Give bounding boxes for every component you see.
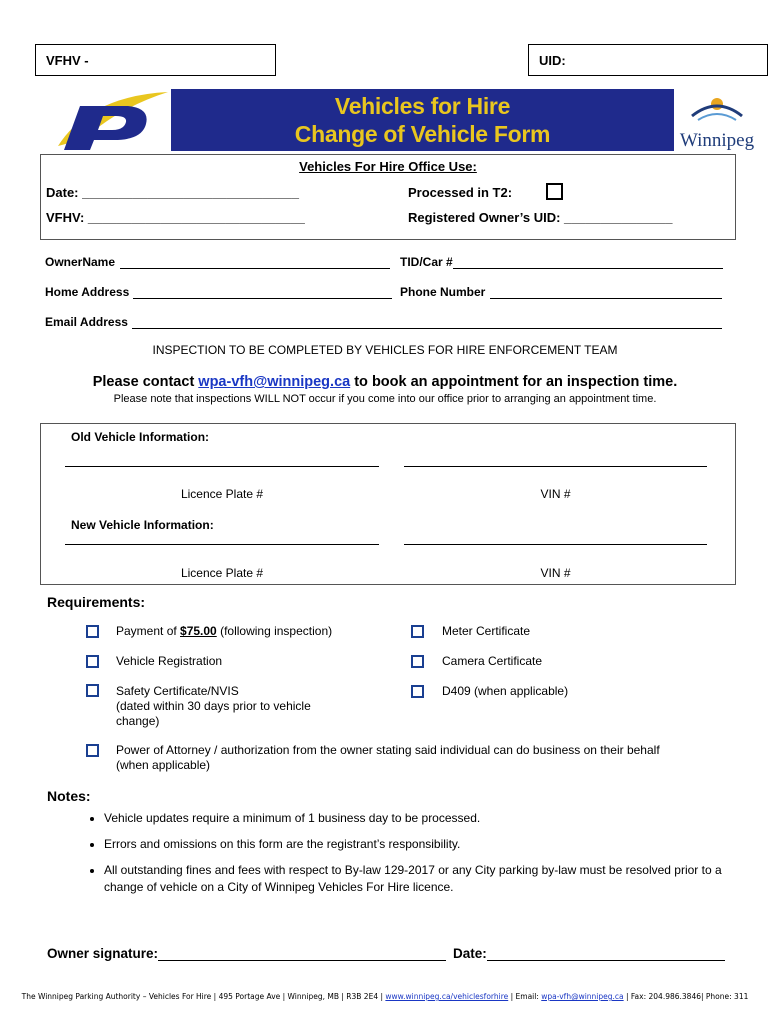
signature-date-line[interactable] — [487, 949, 725, 961]
old-plate-line[interactable] — [65, 466, 379, 467]
old-vehicle-title: Old Vehicle Information: — [71, 430, 210, 444]
form-banner — [40, 86, 762, 154]
owner-name-field[interactable] — [45, 255, 390, 269]
payment-suffix: (following inspection) — [216, 624, 333, 638]
poa-line1: Power of Attorney / authorization from the owner stating said individual can do business on their behalf — [116, 743, 660, 757]
parking-authority-logo — [50, 86, 170, 154]
owner-signature-field[interactable] — [47, 946, 446, 961]
new-vehicle-title: New Vehicle Information: — [71, 518, 214, 532]
camera-requirement: Camera Certificate — [442, 654, 543, 668]
poa-requirement — [116, 743, 736, 773]
form-title — [171, 89, 674, 151]
old-vin-caption: VIN # — [540, 487, 571, 501]
office-date-field[interactable]: Date: ______________________________ — [46, 185, 300, 200]
owner-name-label: OwnerName — [45, 255, 116, 269]
safety-line3: change) — [116, 714, 160, 728]
uid-field[interactable] — [528, 44, 768, 76]
home-address-label: Home Address — [45, 285, 130, 299]
new-vin-caption: VIN # — [540, 566, 571, 580]
registration-requirement: Vehicle Registration — [116, 654, 223, 668]
d409-requirement: D409 (when applicable) — [442, 684, 569, 698]
payment-checkbox[interactable] — [86, 625, 99, 638]
footer-email-link[interactable]: wpa-vfh@winnipeg.ca — [541, 992, 624, 1001]
new-plate-line[interactable] — [65, 544, 379, 545]
contact-email-link[interactable]: wpa-vfh@winnipeg.ca — [198, 374, 351, 390]
signature-date-label: Date: — [453, 946, 487, 961]
footer-contact: | Fax: 204.986.3846| Phone: 311 — [623, 992, 749, 1001]
processed-t2-checkbox[interactable] — [546, 183, 563, 200]
payment-prefix: Payment of — [116, 624, 181, 638]
contact-suffix: to book an appointment for an inspection time. — [350, 374, 678, 390]
poa-checkbox[interactable] — [86, 744, 99, 757]
phone-number-field[interactable] — [400, 285, 722, 299]
owner-signature-line[interactable] — [158, 949, 446, 961]
owner-signature-label: Owner signature: — [47, 946, 159, 961]
form-title-line1: Vehicles for Hire — [334, 93, 511, 119]
registered-owner-uid-field[interactable]: Registered Owner’s UID: _______________ — [408, 210, 673, 225]
payment-requirement — [116, 624, 332, 639]
office-use-title: Vehicles For Hire Office Use: — [299, 159, 477, 174]
payment-amount: $75.00 — [180, 624, 217, 638]
home-address-field[interactable] — [45, 285, 392, 299]
home-address-line[interactable] — [133, 287, 392, 299]
phone-number-line[interactable] — [490, 287, 722, 299]
tid-car-label: TID/Car # — [400, 255, 453, 269]
uid-label: UID: — [539, 53, 566, 68]
notes-title: Notes: — [47, 788, 91, 804]
email-address-label: Email Address — [45, 315, 128, 329]
requirements-title: Requirements: — [47, 594, 146, 610]
new-plate-caption: Licence Plate # — [180, 566, 264, 580]
office-vfhv-field[interactable]: VFHV: ______________________________ — [46, 210, 305, 225]
note-item: • Errors and omissions on this form are the registrant’s responsibility. — [104, 836, 730, 853]
d409-checkbox[interactable] — [411, 685, 424, 698]
notes-list — [90, 810, 730, 905]
appointment-note: Please note that inspections WILL NOT occur if you come into our office prior to arranging an appointment time. — [113, 393, 657, 405]
contact-prefix: Please contact — [92, 374, 199, 390]
new-vin-line[interactable] — [404, 544, 707, 545]
vfhv-label: VFHV - — [46, 53, 89, 68]
vehicle-info-section — [40, 423, 736, 585]
meter-requirement: Meter Certificate — [442, 624, 531, 638]
footer-email-prefix: | Email: — [508, 992, 542, 1001]
owner-name-line[interactable] — [120, 257, 390, 269]
contact-instruction — [0, 374, 770, 390]
winnipeg-emblem-icon — [672, 90, 762, 126]
email-address-field[interactable] — [45, 315, 722, 329]
form-title-line2: Change of Vehicle Form — [294, 121, 551, 147]
vfhv-field[interactable] — [35, 44, 276, 76]
camera-checkbox[interactable] — [411, 655, 424, 668]
signature-date-field[interactable] — [453, 946, 725, 961]
safety-checkbox[interactable] — [86, 684, 99, 697]
safety-line1: Safety Certificate/NVIS — [116, 684, 239, 698]
footer-address: The Winnipeg Parking Authority – Vehicles For Hire | 495 Portage Ave | Winnipeg, MB | R3B 2E4 | — [21, 992, 386, 1001]
safety-line2: (dated within 30 days prior to vehicle — [116, 699, 311, 713]
old-vin-line[interactable] — [404, 466, 707, 467]
note-item: • All outstanding fines and fees with respect to By-law 129-2017 or any City parking by-law must be resolved prior to a change of vehicle on a City of Winnipeg Vehicles For Hire licence. — [104, 862, 730, 896]
enforcement-notice: INSPECTION TO BE COMPLETED BY VEHICLES FOR HIRE ENFORCEMENT TEAM — [152, 343, 618, 357]
winnipeg-logo-text: Winnipeg — [679, 130, 755, 151]
tid-car-field[interactable] — [400, 255, 723, 269]
registration-checkbox[interactable] — [86, 655, 99, 668]
footer-website-link[interactable]: www.winnipeg.ca/vehiclesforhire — [385, 992, 509, 1001]
winnipeg-logo — [672, 90, 762, 154]
email-address-line[interactable] — [132, 317, 722, 329]
phone-number-label: Phone Number — [400, 285, 486, 299]
processed-t2-label: Processed in T2: — [408, 185, 513, 200]
note-item: • Vehicle updates require a minimum of 1 business day to be processed. — [104, 810, 730, 827]
tid-car-line[interactable] — [453, 257, 723, 269]
meter-checkbox[interactable] — [411, 625, 424, 638]
safety-requirement — [116, 684, 311, 729]
page-footer — [0, 992, 770, 1001]
office-use-section — [40, 154, 736, 240]
old-plate-caption: Licence Plate # — [180, 487, 264, 501]
poa-line2: (when applicable) — [116, 758, 211, 772]
